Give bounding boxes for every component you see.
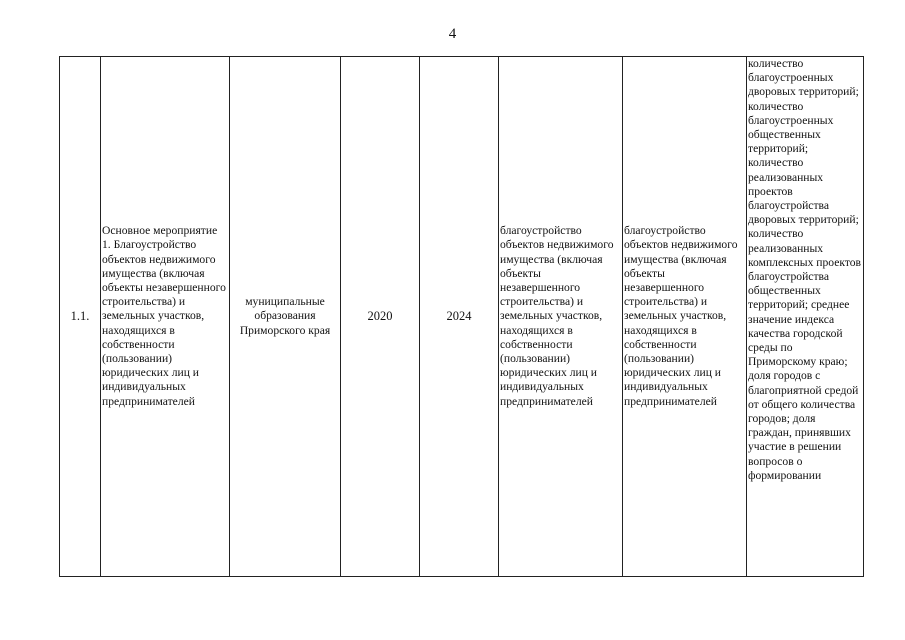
consequences-cell	[623, 57, 747, 577]
activity-name: Основное мероприятие 1. Благоустройство объектов недвижимого имущества (включая объекты незавершенного строительства) и земельных участков, находящихся в собственности (пользовании) юридических лиц и индивидуальных предпринимателей	[102, 224, 226, 408]
page-number: 4	[448, 26, 457, 42]
end-year: 2024	[446, 308, 472, 323]
expected-result-cell	[499, 57, 623, 577]
program-table	[59, 56, 864, 577]
executor: муниципальные образования Приморского края	[239, 295, 331, 337]
row-number: 1.1.	[70, 308, 90, 323]
activity-name-cell	[101, 57, 230, 577]
table-row	[60, 57, 864, 577]
consequences: благоустройство объектов недвижимого имущества (включая объекты незавершенного строительства) и земельных участков, находящихся в собственности (пользовании) юридических лиц и индивидуальных предпринимателей	[624, 224, 738, 408]
expected-result: благоустройство объектов недвижимого имущества (включая объекты незавершенного строительства) и земельных участков, находящихся в собственности (пользовании) юридических лиц и индивидуальных предпринимателей	[500, 224, 614, 408]
executor-cell	[230, 57, 341, 577]
indicators-cell	[747, 57, 864, 577]
indicators: количество благоустроенных дворовых территорий; количество благоустроенных общественных территорий; количество реализованных проектов благоустройства дворовых территорий; количество реализованных комплексных проектов благоустройства общественных территорий; среднее значение индекса качества городской среды по Приморскому краю; доля городов с благоприятной средой от общего количества городов; доля граждан, принявших участие в решении вопросов о формировании	[748, 57, 862, 482]
start-year-cell	[341, 57, 420, 577]
end-year-cell	[420, 57, 499, 577]
start-year: 2020	[367, 308, 393, 323]
row-number-cell	[60, 57, 101, 577]
